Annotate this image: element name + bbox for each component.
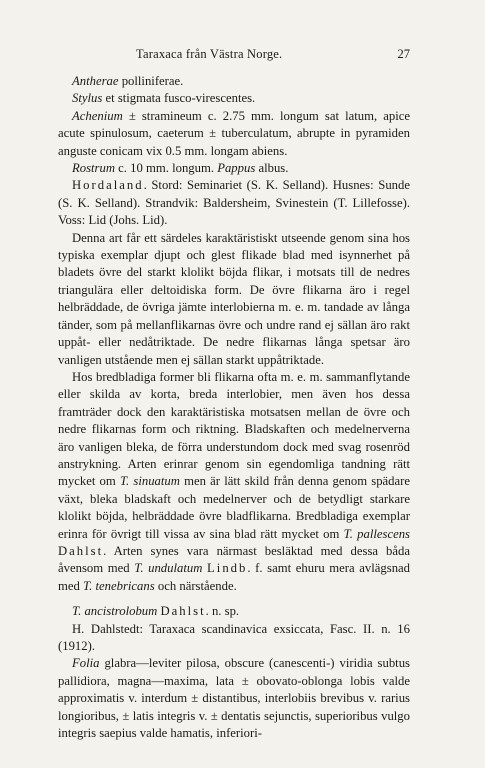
text-run: Denna art får ett särdeles karaktäristiskt utseende genom sina hos typiska exemplar djupt och glest flikade blad med isynnerhet på bladets övre del starkt klolikt böjda flikar, i motsats till de nedres triangulära eller deltoidiska form. De övre flikarna äro i regel helbräddade, de övriga jämte interlobierna m. e. m. tandade av långa tänder, som på mellanflikarnas övre och undre rand ej sällan äro rakt uppåt- eller nedåtriktade. De nedre flikarnas långa spetsar äro vanligen utstående men ej sällan starkt uppåtriktade.	[58, 230, 410, 367]
italic-text: T. tenebricans	[83, 578, 155, 593]
italic-text: T. sinuatum	[119, 474, 180, 489]
italic-text: Achenium	[72, 108, 123, 123]
text-run: et stigmata fusco-virescentes.	[102, 91, 256, 106]
body-text	[58, 73, 410, 742]
paragraph	[58, 160, 410, 177]
text-run: . f. samt ehuru mera avlägsnad med	[58, 561, 411, 593]
paragraph	[58, 369, 410, 595]
running-header	[58, 47, 410, 63]
paragraph	[58, 177, 410, 229]
paragraph	[58, 655, 410, 742]
text-run: . Stord: Seminariet (S. K. Selland). Husnes: Sunde (S. K. Selland). Strandvik: Baldersheim, Svinestein (T. Lillefosse). Voss: Lid (Johs. Lid).	[58, 178, 410, 228]
italic-text: Antherae	[72, 74, 119, 88]
text-run: . Arten synes vara närmast besläktad med dessa båda åvensom med	[58, 543, 410, 576]
text-run: H. Dahlstedt: Taraxaca scandinavica exsiccata, Fasc. II. n. 16 (1912).	[58, 621, 410, 653]
text-run: c. 10 mm. longum.	[115, 161, 218, 176]
paragraph	[58, 73, 410, 90]
text-run: . n. sp.	[205, 604, 240, 619]
text-run: Hos bredbladiga former bli flikarna ofta m. e. m. sammanflytande eller skilda av korta, breda interlobier, men även hos dessa framträder dock den karaktäristiska motsatsen mellan de övre och nedre flikarnas form och riktning. Bladskaften och medelnerverna äro vanligen bleka, de förra understundom dock med svag rosenröd anstrykning. Arten erinrar genom sin egendomliga tandning rätt mycket om	[58, 369, 410, 489]
paragraph	[58, 621, 410, 656]
paragraph	[58, 603, 410, 620]
text-run: och närstående.	[154, 578, 237, 593]
spaced-text: Dahlst	[160, 604, 206, 619]
italic-text: Pappus	[217, 161, 256, 176]
spaced-text: Lindb	[207, 561, 248, 576]
italic-text: T. undulatum	[134, 561, 203, 576]
italic-text: T. pallescens	[343, 526, 410, 541]
text-run: ± stramineum c. 2.75 mm. longum sat latum, apice acute spinulosum, caeterum ± tuberculatum, abrupte in pyramiden anguste conicam vix 0.5 mm. longam abiens.	[58, 108, 410, 158]
paragraph	[58, 108, 410, 160]
running-title: Taraxaca från Västra Norge.	[136, 47, 283, 61]
text-run: polliniferae.	[118, 74, 184, 88]
italic-text: Folia	[72, 656, 100, 671]
spaced-text: Dahlst	[58, 543, 104, 558]
italic-text: Stylus	[72, 91, 103, 106]
text-run: men är lätt skild från denna genom spädare växt, bleka bladskaft och medelnerver och de betydligt starkare klolikt böjda, helbräddade övre bladflikarna. Bredbladiga exemplar erinra för övrigt till vissa av sina blad rätt mycket om	[58, 474, 411, 541]
italic-text: Rostrum	[72, 161, 115, 176]
paragraph	[58, 230, 410, 369]
page-number: 27	[397, 47, 410, 61]
paragraph	[58, 90, 410, 107]
spaced-text: Hordaland	[72, 178, 144, 193]
text-run: albus.	[255, 161, 289, 176]
italic-text: T. ancistrolobum	[72, 604, 158, 619]
text-run: glabra—leviter pilosa, obscure (canescenti-) viridia subtus pallidiora, magna—maxima, lata ± obovato-oblonga lobis valde approximatis v. interdum ± distantibus, interlobiis brevibus v. rarius longioribus, ± latis integris v. ± dentatis sejunctis, superioribus vulgo integris saepius valde hamatis, inferiori-	[58, 656, 410, 741]
